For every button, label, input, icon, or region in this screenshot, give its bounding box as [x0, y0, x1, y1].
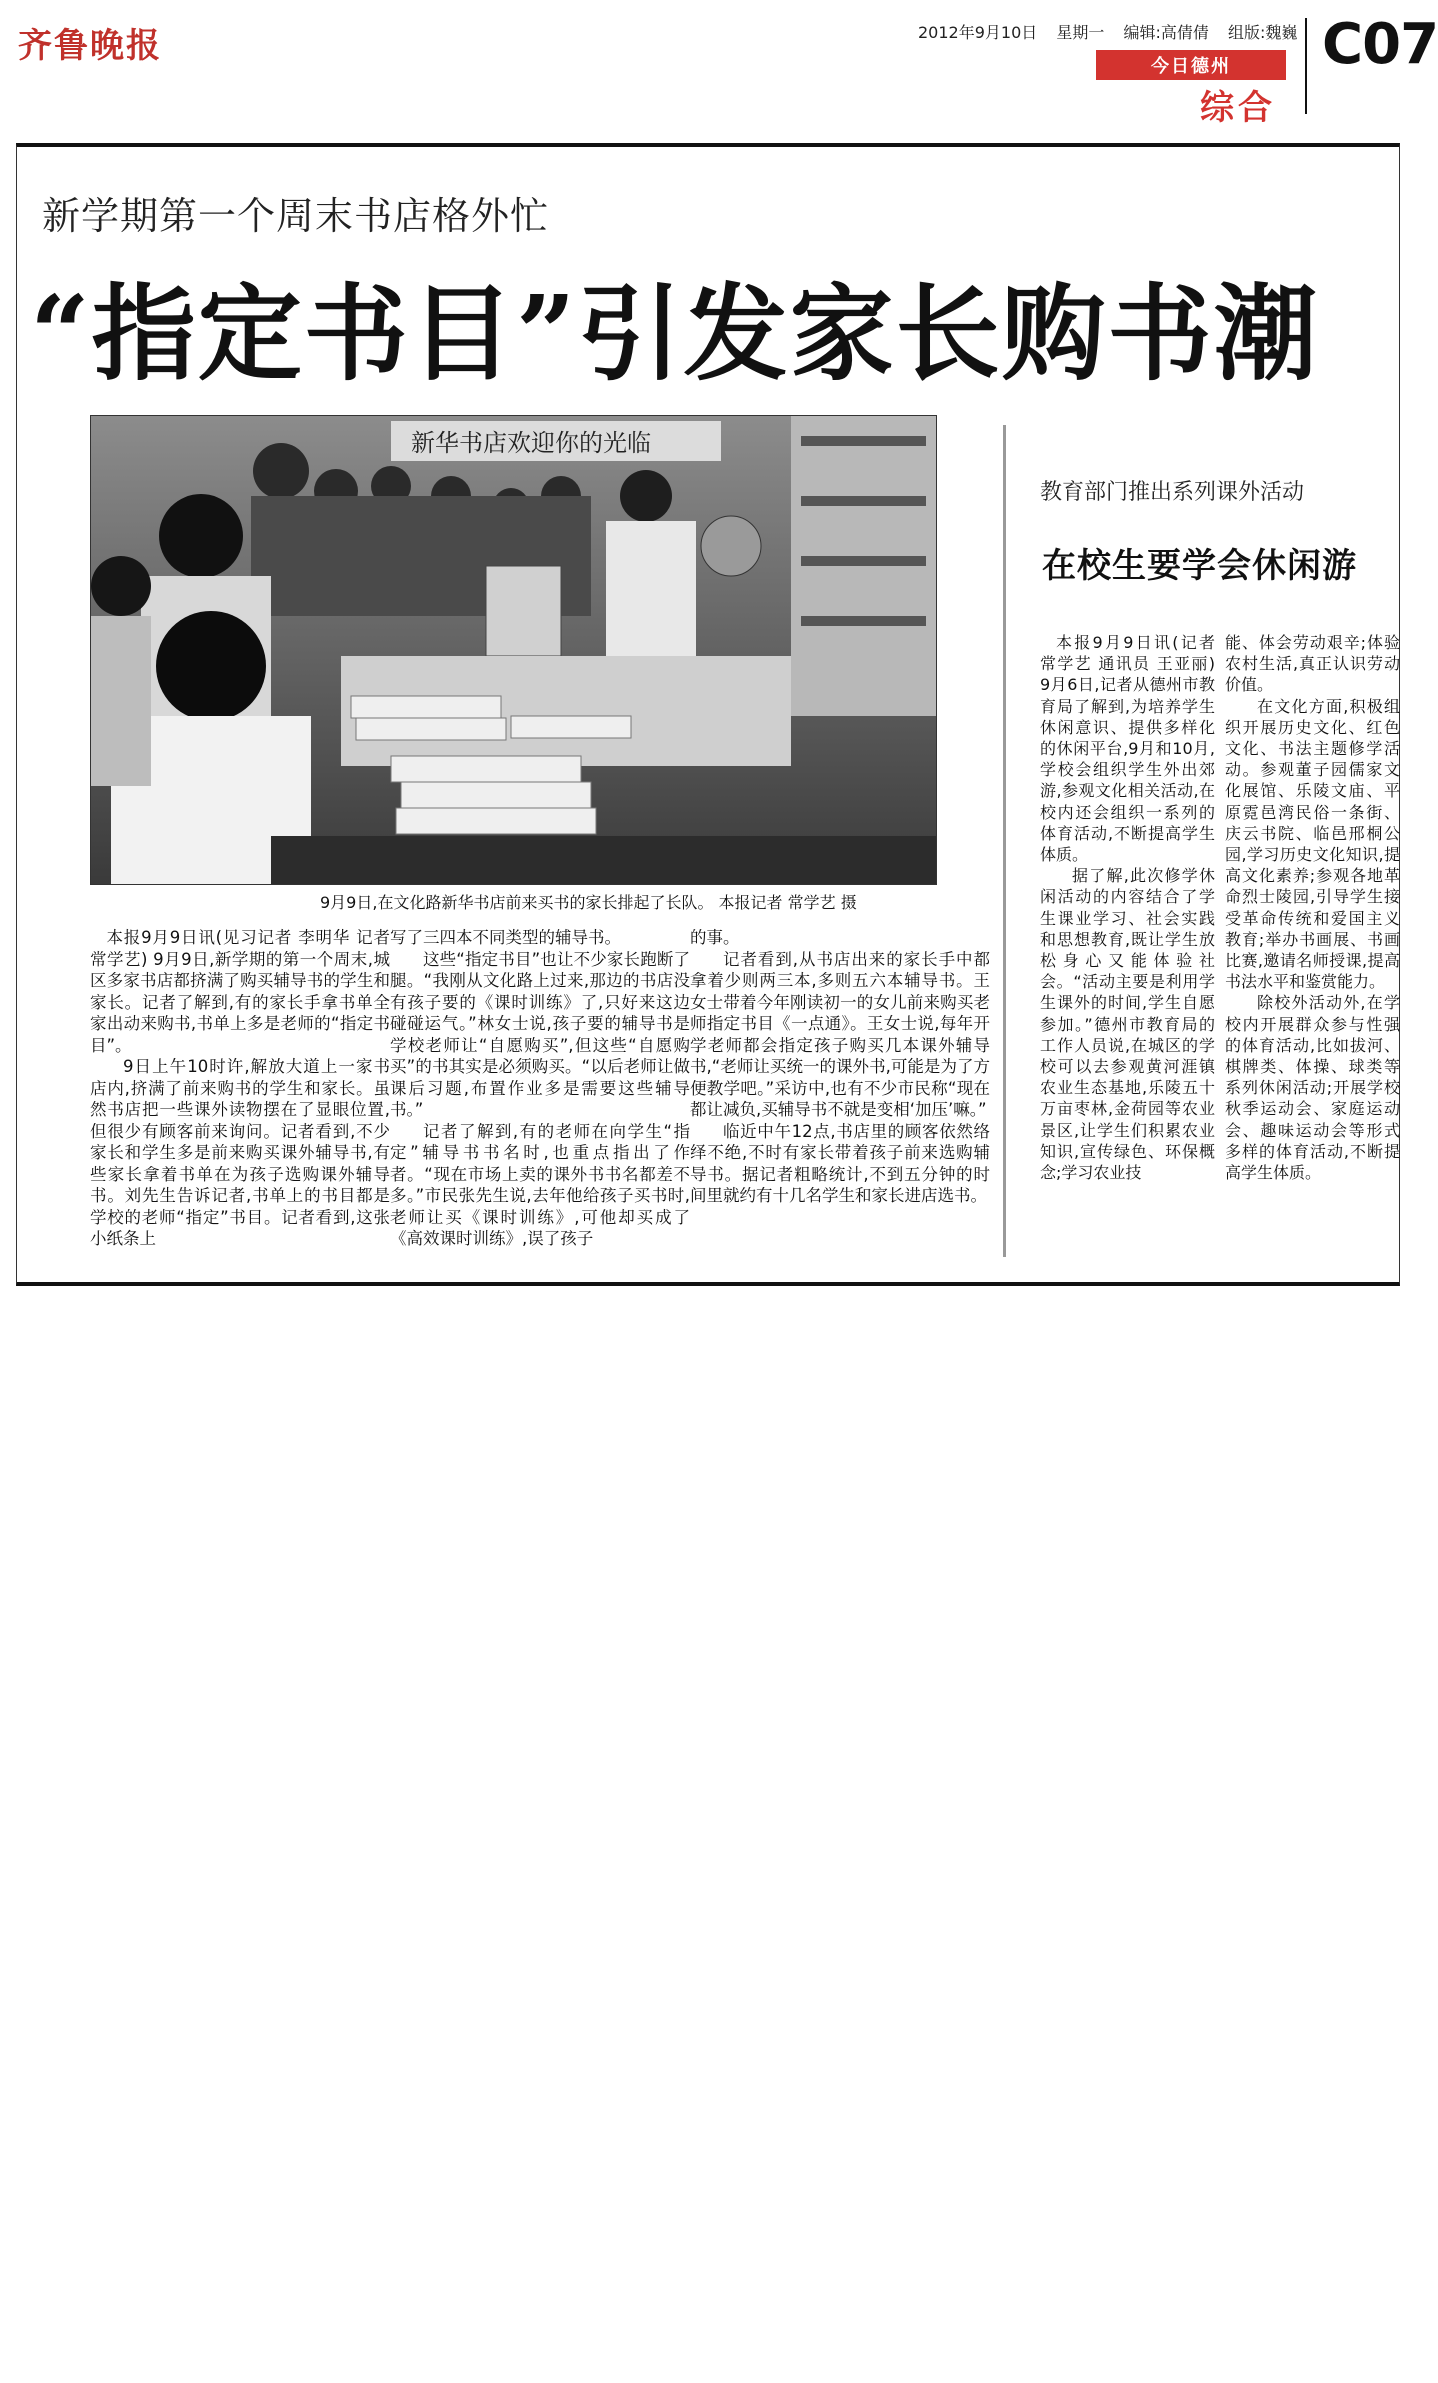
paragraph: 据了解,此次修学休闲活动的内容结合了学生课业学习、社会实践和思想教育,既让学生放松身心又能体验社会。“活动主要是利用学生课外的时间,学生自愿参加。”德州市教育局的工作人员说,在城区的学校可以去参观黄河涯镇农业生态基地,乐陵五十万亩枣林,金荷园等农业景区,让学生们积累农业知识,宣传绿色、环保概念;学习农业技: [1040, 866, 1215, 1183]
section-pill: 今日德州: [1096, 50, 1286, 80]
paragraph: 这些“指定书目”也让不少家长跑断了腿。“我刚从文化路上过来,那边的书店没有孩子要的《课时训练》了,只好来这边碰碰运气。”林女士说,孩子要的辅导书是学校老师让“自愿购买”,但这些“自愿购买”的书其实是必须购买。“以后老师让做课后习题,布置作业多是需要这些辅导书。”: [390, 949, 690, 1119]
paragraph: 写了三四本不同类型的辅导书。: [390, 928, 621, 947]
store-sign-text: 新华书店欢迎你的光临: [411, 429, 651, 457]
paragraph: 除校外活动外,在学校内开展群众参与性强的体育活动,比如拔河、棋牌类、体操、球类等系列休闲活动;开展学校秋季运动会、家庭运动会、趣味运动会等形式多样的体育活动,不断提高学生体质。: [1225, 993, 1400, 1183]
paragraph: 临近中午12点,书店里的顾客依然络绎不绝,不时有家长带着孩子前来选购辅导书。据记者粗略统计,不到五分钟的时间里就约有十几名学生和家长进店选书。: [690, 1121, 990, 1205]
sidebar-divider: [1003, 425, 1006, 1257]
layout-credit: 组版:魏巍: [1227, 23, 1298, 42]
paragraph: 能、体会劳动艰辛;体验农村生活,真正认识劳动价值。: [1225, 633, 1400, 695]
issue-date: 2012年9月10日: [918, 23, 1038, 42]
article-kicker: 新学期第一个周末书店格外忙: [42, 194, 550, 238]
issue-meta: [918, 20, 1311, 43]
paragraph: 在文化方面,积极组织开展历史文化、红色文化、书法主题修学活动。参观董子园儒家文化展馆、乐陵文庙、平原霓邑湾民俗一条街、庆云书院、临邑邢桐公园,学习历史文化知识,提高文化素养;参观各地革命烈士陵园,引导学生接受革命传统和爱国主义教育;举办书画展、书画比赛,邀请名师授课,提高书法水平和鉴赏能力。: [1225, 696, 1400, 992]
sidebar-kicker: 教育部门推出系列课外活动: [1040, 480, 1305, 505]
article-column-3: [690, 927, 990, 1207]
masthead-logo: 齐鲁晚报: [18, 26, 162, 66]
article-headline: “指定书目”引发家长购书潮: [30, 272, 1320, 395]
article-column-2: [390, 927, 690, 1250]
paragraph: 本报9月9日讯(见习记者 李明华 记者 常学艺) 9月9日,新学期的第一个周末,城区多家书店都挤满了购买辅导书的学生和家长。记者了解到,有的家长手拿书单全家出动来购书,书单上多是老师的“指定书目”。: [90, 928, 390, 1055]
issue-weekday: 星期一: [1056, 23, 1105, 42]
paragraph: 记者看到,从书店出来的家长手中都拿着少则两三本,多则五六本辅导书。王女士带着今年刚读初一的女儿前来购买老师指定书目《一点通》。王女士说,每年开学老师都会指定孩子购买几本课外辅导书,“老师让买统一的课外书,可能是为了方便教学吧。”采访中,也有不少市民称“现在都让减负,买辅导书不就是变相‘加压’嘛。”: [690, 949, 990, 1119]
paragraph: 本报9月9日讯(记者 常学艺 通讯员 王亚丽) 9月6日,记者从德州市教育局了解到,为培养学生休闲意识、提供多样化的休闲平台,9月和10月,学校会组织学生外出郊游,参观文化相关活动,在校内还会组织一系列的体育活动,不断提高学生体质。: [1040, 633, 1215, 865]
article-column-1: [90, 927, 390, 1250]
paragraph: 的事。: [690, 928, 740, 947]
paragraph: 9日上午10时许,解放大道上一家书店内,挤满了前来购书的学生和家长。虽然书店把一些课外读物摆在了显眼位置,但很少有顾客前来询问。记者看到,不少家长和学生多是前来购买课外辅导书,有些家长拿着书单在为孩子选购课外辅导书。刘先生告诉记者,书单上的书目都是学校的老师“指定”书目。记者看到,这张小纸条上: [90, 1057, 390, 1248]
section-name: 综合: [1200, 88, 1276, 128]
page-number: C07: [1322, 12, 1438, 77]
editor-credit: 编辑:高倩倩: [1123, 23, 1209, 42]
news-photo: [90, 415, 937, 885]
paragraph: 记者了解到,有的老师在向学生“指定”辅导书书名时,也重点指出了作者。“现在市场上卖的课外书书名都差不多。”市民张先生说,去年他给孩子买书时,老师让买《课时训练》,可他却买成了《高效课时训练》,误了孩子: [390, 1121, 690, 1248]
header-divider: [1305, 18, 1307, 114]
photo-caption: 9月9日,在文化路新华书店前来买书的家长排起了长队。 本报记者 常学艺 摄: [320, 893, 857, 912]
bookstore-photo-illustration: [91, 416, 936, 884]
sidebar-title: 在校生要学会休闲游: [1042, 546, 1357, 586]
sidebar-column-1: [1040, 632, 1215, 1183]
sidebar-column-2: [1225, 632, 1400, 1183]
